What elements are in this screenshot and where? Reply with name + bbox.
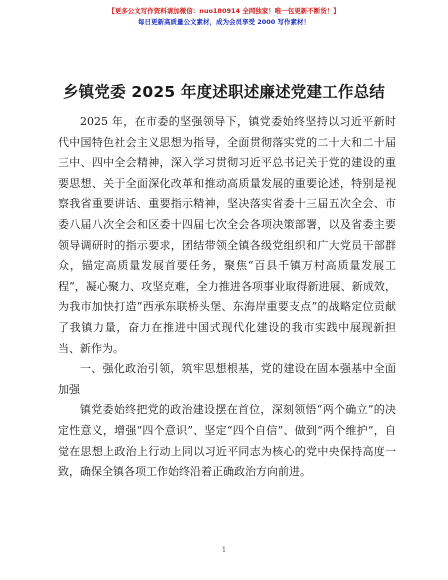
paragraph-intro: 2025 年，在市委的坚强领导下，镇党委始终坚持以习近平新时代中国特色社会主义思想为指导，全面贯彻落实党的二十大和二十届三中、四中全会精神，深入学习贯彻习近平总书记关于党的建设的重要思想、关于全面深化改革和推动高质量发展的重要论述，特别是视察我省重要讲话、重要指示精神，坚决落实省委十三届五次全会、市委八届八次全会和区委十四届七次全会各项决策部署，以及省委主要领导调研时的指示要求，团结带领全镇各级党组织和广大党员干部群众，锚定高质量发展首要任务，聚焦“百县千镇万村高质量发展工程”，凝心聚力、攻坚克难，全力推进各项事业取得新进展、新成效，为我市加快打造“西承东联桥头堡、东海岸重要支点”的战略定位贡献了我镇力量，奋力在推进中国式现代化建设的我市实践中展现新担当、新作为。	[58, 115, 396, 355]
page-number: 1	[221, 546, 227, 554]
paragraph-section-1: 镇党委始终把党的政治建设摆在首位，深刻领悟“两个确立”的决定性意义，增强“四个意识”、坚定“四个自信”、做到“两个维护”，自觉在思想上政治上行动上同以习近平同志为核心的党中央保持高度一致，确保全镇各项工作始终沿着正确政治方向前进。	[58, 403, 396, 479]
header-banner	[0, 6, 448, 28]
document-body	[58, 112, 396, 483]
section-heading-1: 一、强化政治引领，筑牢思想根基，党的建设在固本强基中全面加强	[58, 362, 396, 396]
document-title: 乡镇党委 2025 年度述职述廉述党建工作总结	[62, 83, 386, 101]
banner-line-2: 每日更新高质量公文素材，成为会员享受 2000 写作素材！	[137, 18, 311, 26]
banner-line-1: 【更多公文写作资料请加微信：nuo180914 全网独家！唯一包更新不断货！】	[108, 7, 340, 15]
